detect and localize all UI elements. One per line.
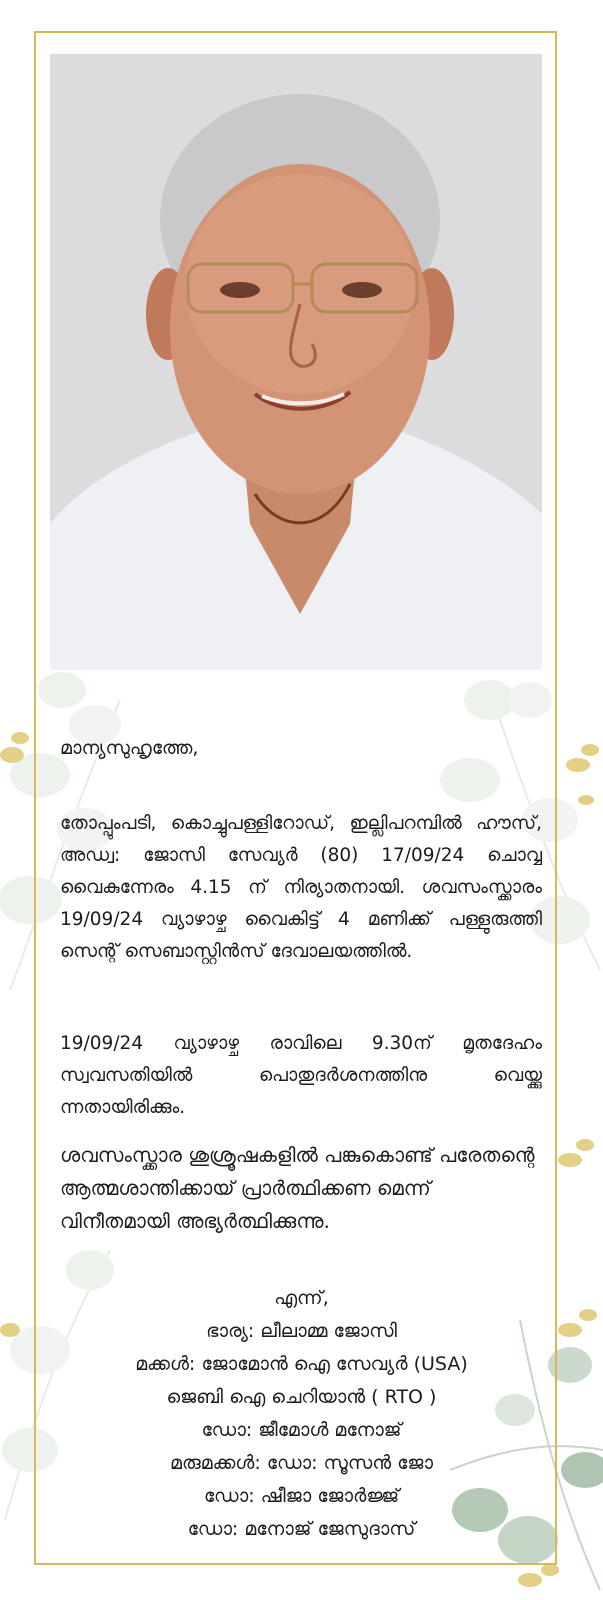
portrait-photo-icon <box>50 54 542 670</box>
prayer-request-paragraph: ശവസംസ്ക്കാര ശുശ്രൂഷകളിൽ പങ്കുകൊണ്ട് പരേതന്റെ ആത്മശാന്തിക്കായ് പ്രാർത്ഥിക്കണ മെന്ന് വിനീതമായി അഭ്യർത്ഥിക്കുന്നു. <box>60 1143 535 1233</box>
signature-line-in-law: ഡോ: മനോജ് ജേസുദാസ് <box>187 1518 416 1540</box>
signature-line-wife: ഭാര്യ: ലീലാമ്മ ജോസി <box>206 1320 397 1342</box>
signature-line-children: മക്കൾ: ജോമോൻ ഐ സേവ്യർ (USA) <box>135 1353 468 1375</box>
signature-line-in-laws: മരുമക്കൾ: ഡോ: സൂസൻ ജോ <box>170 1452 433 1474</box>
signature-line-in-law: ഡോ: ഷീജാ ജോർജ്ജ് <box>203 1485 400 1507</box>
signature-lead: എന്ന്, <box>274 1287 329 1309</box>
death-announcement-paragraph: തോപ്പുംപടി, കൊച്ചുപള്ളിറോഡ്, ഇല്ലിപറമ്പിൽ ഹൗസ്, അഡ്വ: ജോസി സേവ്യർ (80) 17/09/24 ചൊവ്വ വൈകുന്നേരം 4.15 ന് നിര്യാതനായി. ശവസംസ്ക്കാരം 19/09/24 വ്യാഴാഴ്ച വൈകിട്ട് 4 മണിക്ക് പള്ളുരുത്തി സെന്റ് സെബാസ്റ്റിൻസ് ദേവാലയത്തിൽ. <box>60 813 542 962</box>
portrait-photo <box>50 54 542 670</box>
signature-line-child: ഡോ: ജീമോൾ മനോജ് <box>201 1419 402 1441</box>
greeting: മാന്യസുഹൃത്തേ, <box>60 737 199 759</box>
family-signature <box>40 1282 563 1546</box>
signature-line-child: ജെബി ഐ ചെറിയാൻ ( RTO ) <box>166 1386 437 1408</box>
public-viewing-paragraph: 19/09/24 വ്യാഴാഴ്ച രാവിലെ 9.30ന് മൃതദേഹം സ്വവസതിയിൽ പൊതുദർശനത്തിനു വെയ്ക്കു ന്നതായിരിക്കും. <box>60 1033 542 1118</box>
